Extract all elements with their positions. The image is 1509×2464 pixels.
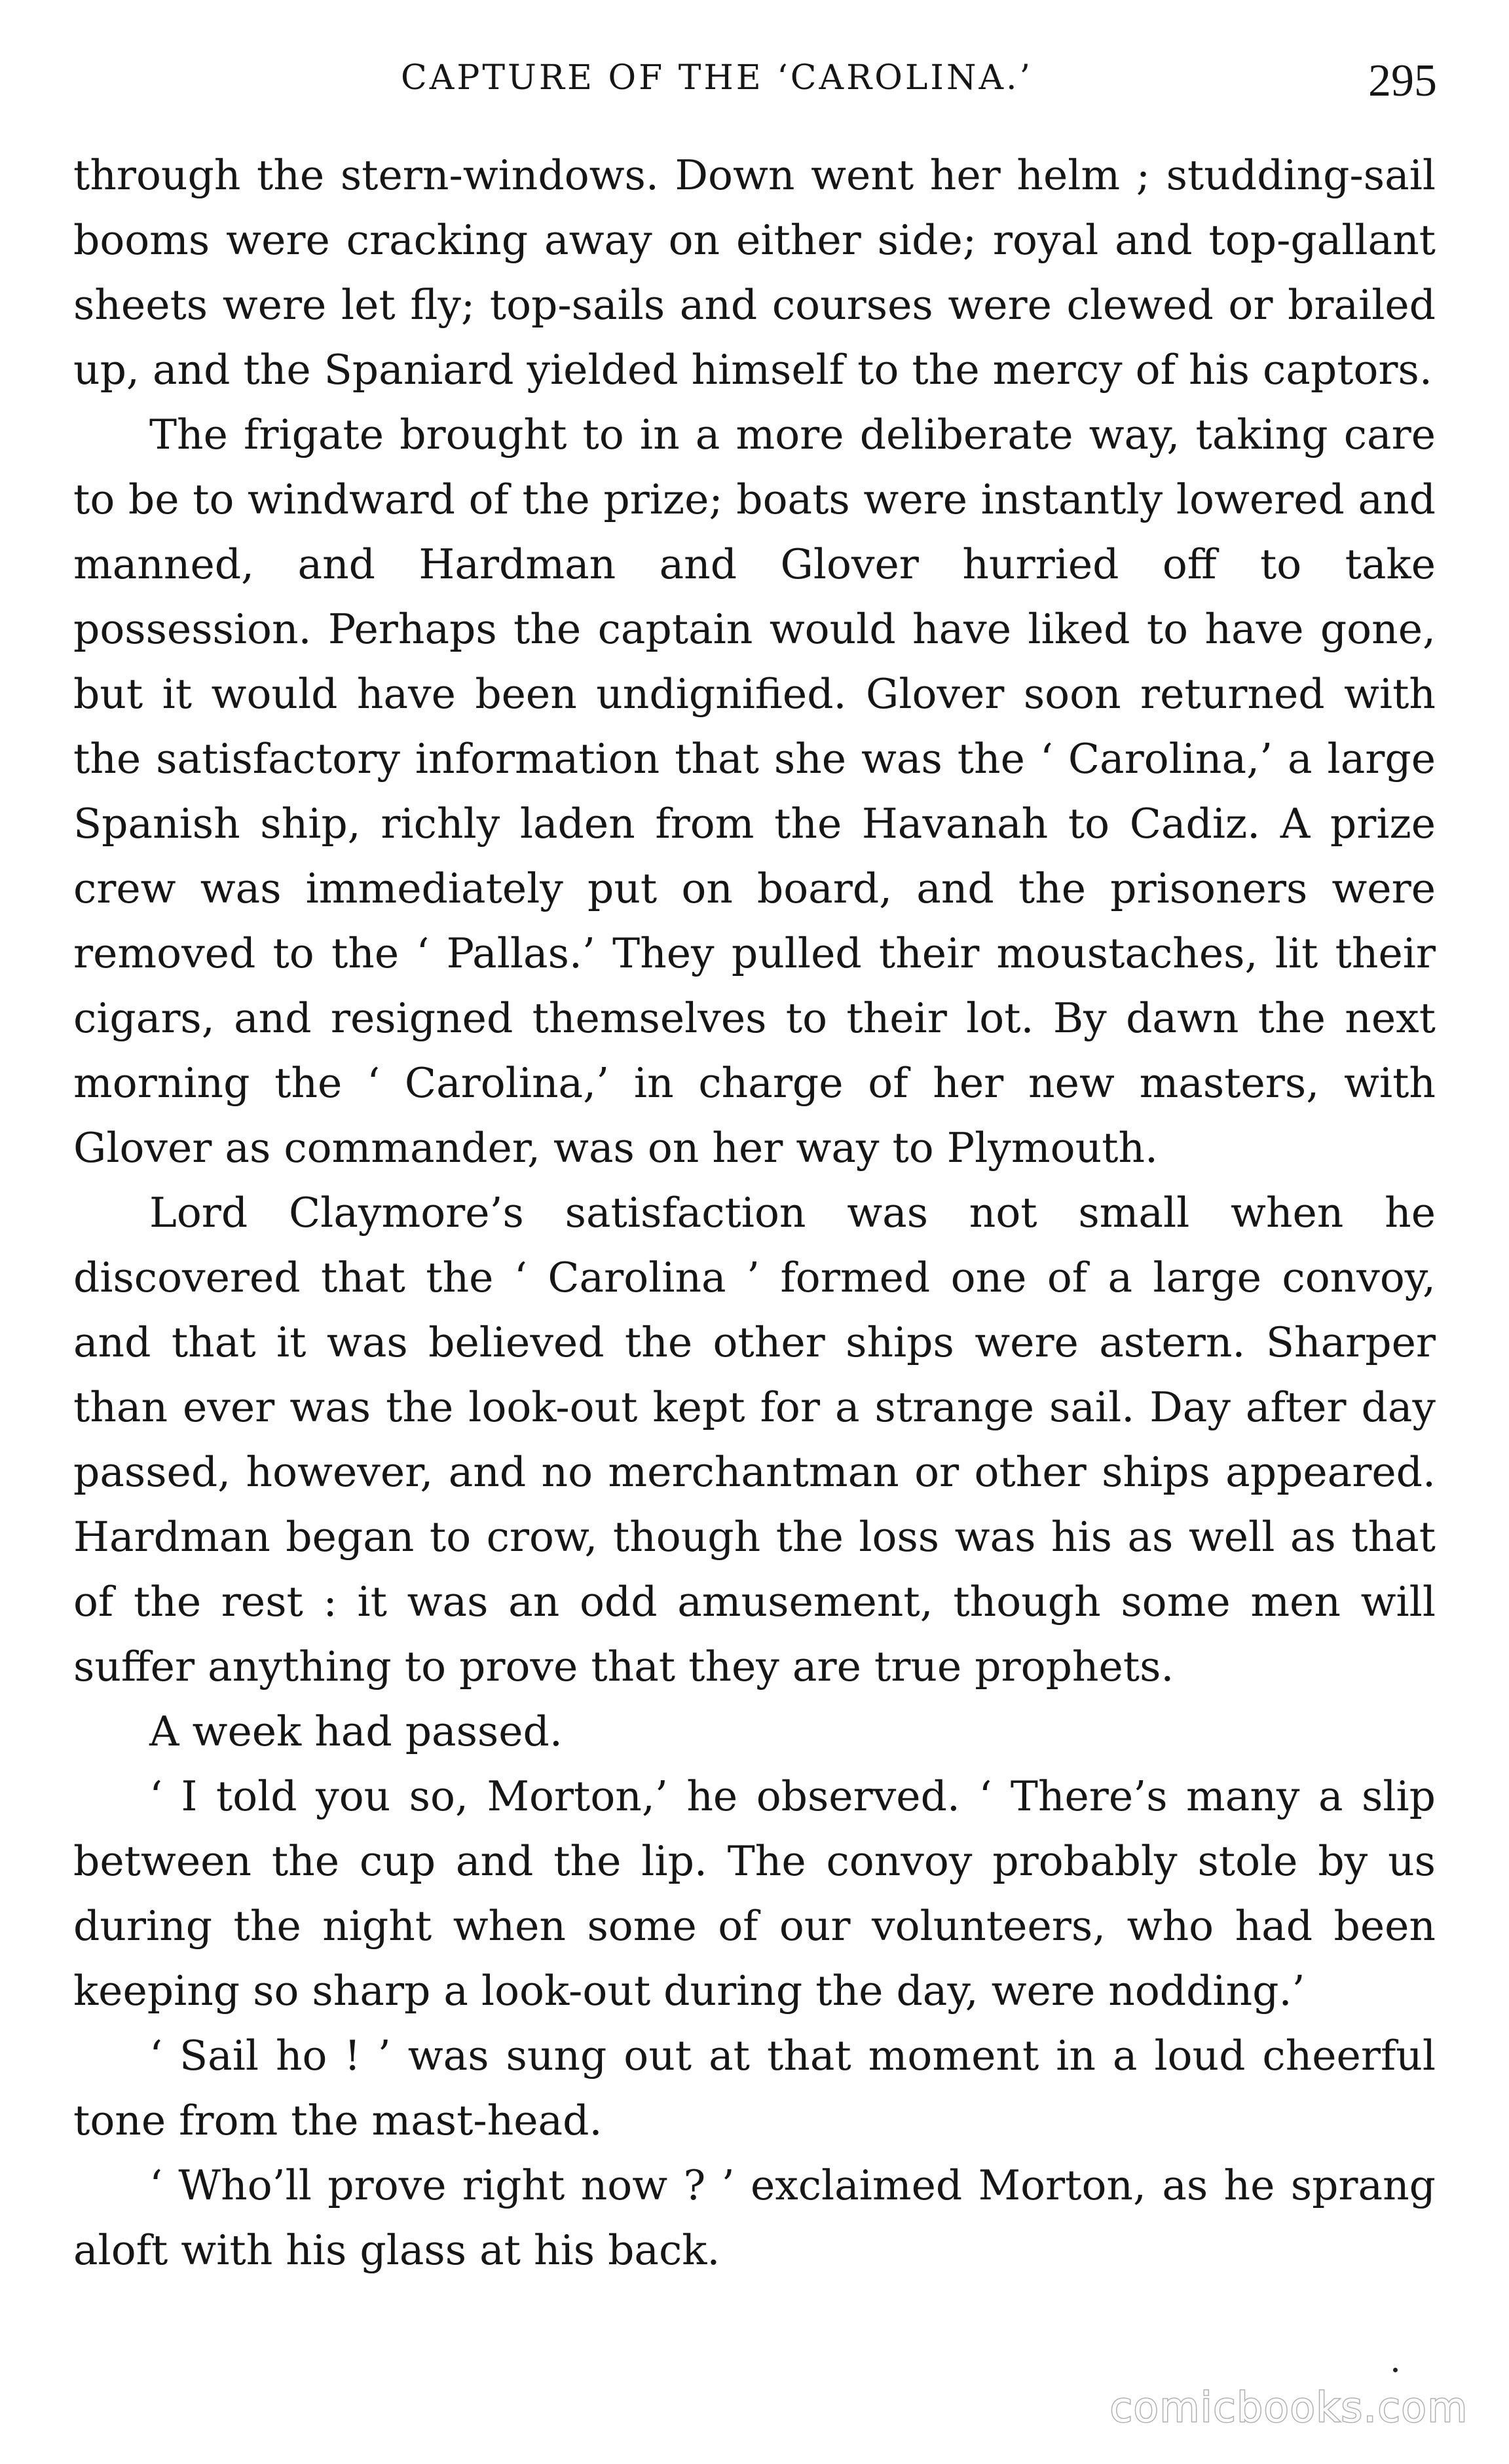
site-watermark: comicbooks.com [1109, 2383, 1468, 2431]
paragraph-6: ‘ Sail ho ! ’ was sung out at that moment in a loud cheerful tone from the mast-head. [73, 2032, 1436, 2144]
paragraph-7: ‘ Who’ll prove right now ? ’ exclaimed Morton, as he sprang aloft with his glass at his back. [73, 2161, 1436, 2274]
paragraph-3: Lord Claymore’s satisfaction was not small when he discovered that the ‘ Carolina ’ formed one of a large convoy, and that it was believed the other ships were astern. Sharper than ever was the look-out kept for a strange sail. Day after day passed, however, and no merchantman or other ships appeared. Hardman began to crow, though the loss was his as well as that of the rest : it was an odd amusement, though some men will suffer anything to prove that they are true prophets. [73, 1189, 1436, 1690]
page-number: 295 [1368, 56, 1437, 106]
running-title: CAPTURE OF THE ‘CAROLINA.’ [401, 58, 1034, 98]
paragraph-1: through the stern-windows. Down went her helm ; studding-sail booms were cracking away on either side; royal and top-gallant sheets were let fly; top-sails and courses were clewed or brailed up, and the Spaniard yielded himself to the mercy of his captors. [73, 151, 1436, 394]
running-head [73, 54, 1442, 110]
body-text [73, 143, 1436, 2283]
paragraph-4: A week had passed. [149, 1708, 563, 1755]
paragraph-2: The frigate brought to in a more deliberate way, taking care to be to windward of the prize; boats were instantly lowered and manned, and Hardman and Glover hurried off to take possession. Perhaps the captain would have liked to have gone, but it would have been undignified. Glover soon returned with the satisfactory information that she was the ‘ Carolina,’ a large Spanish ship, richly laden from the Havanah to Cadiz. A prize crew was immediately put on board, and the prisoners were removed to the ‘ Pallas.’ They pulled their moustaches, lit their cigars, and resigned themselves to their lot. By dawn the next morning the ‘ Carolina,’ in charge of her new masters, with Glover as commander, was on her way to Plymouth. [73, 411, 1436, 1172]
ink-speck [1393, 2368, 1398, 2372]
paragraph-5: ‘ I told you so, Morton,’ he observed. ‘ There’s many a slip between the cup and the lip. The convoy probably stole by us during the night when some of our volunteers, who had been keeping so sharp a look-out during the day, were nodding.’ [73, 1772, 1436, 2015]
